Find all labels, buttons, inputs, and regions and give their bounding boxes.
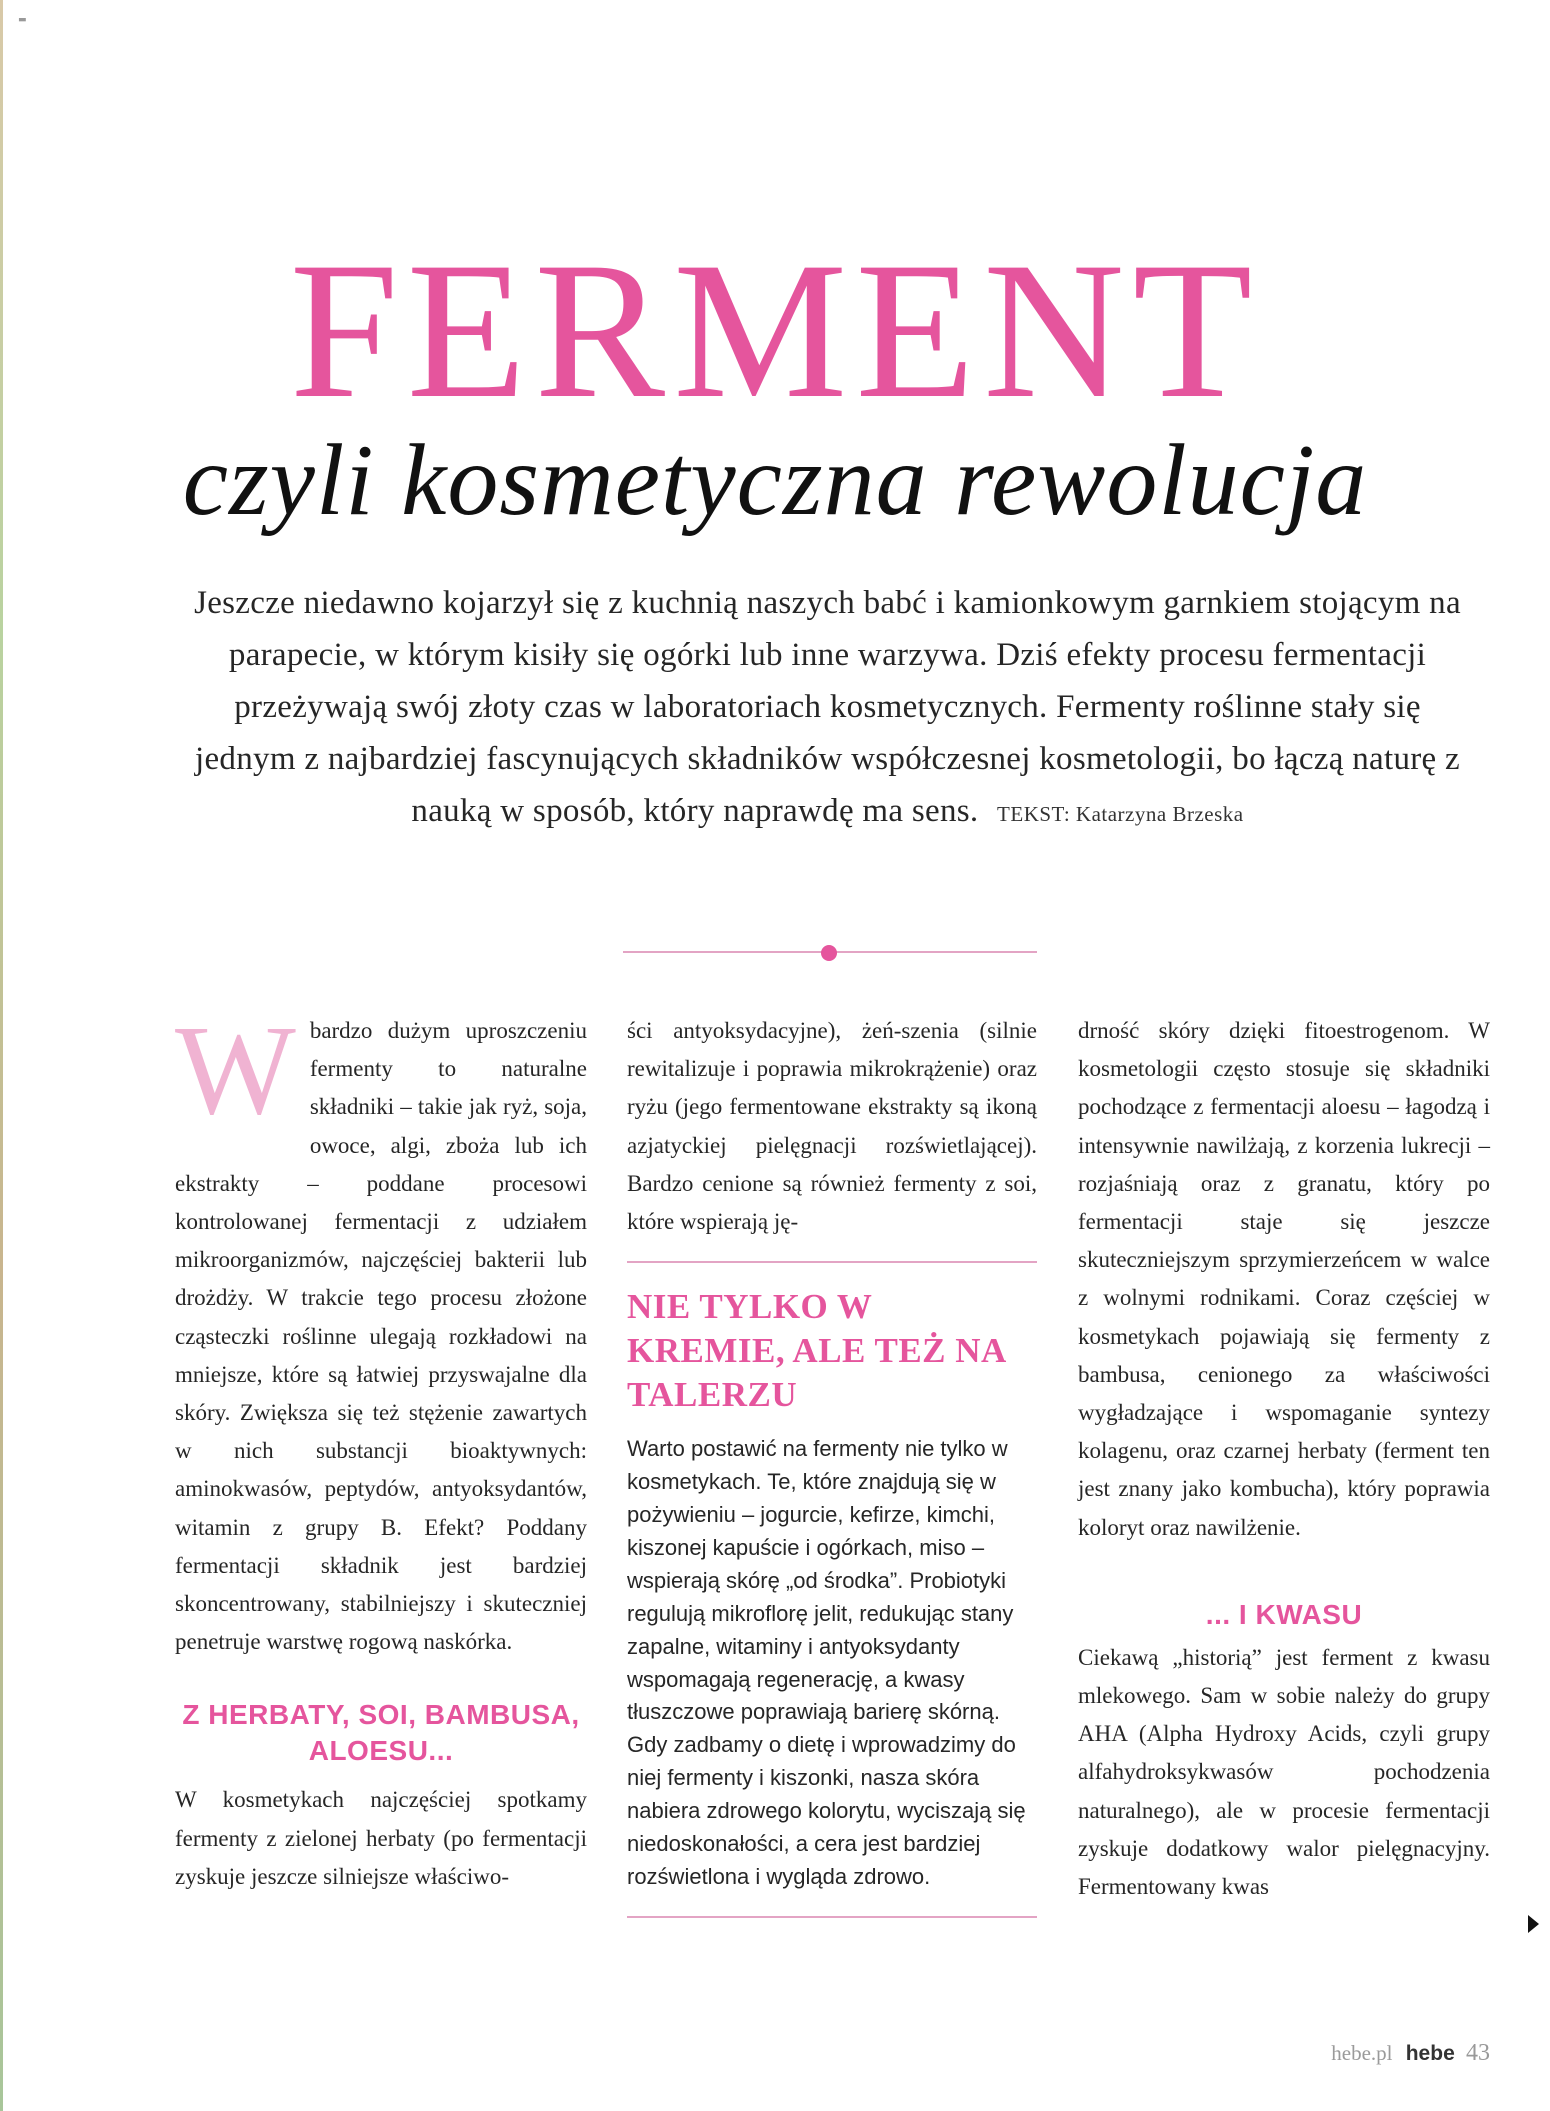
dropcap-paragraph [175,999,587,1661]
author-credit: TEKST: Katarzyna Brzeska [997,802,1244,826]
dropcap-letter: W [175,999,296,1141]
column1-paragraph2: W kosmetykach najczęściej spotkamy fermenty z zielonej herbaty (po fermentacji zyskuje jeszcze silniejsze właściwo- [175,1787,587,1889]
lead-text: Jeszcze niedawno kojarzył się z kuchnią naszych babć i kamionkowym garnkiem stojącym na parapecie, w którym kisiły się ogórki lub inne warzywa. Dziś efekty procesu fermentacji przeżywają swój złoty czas w laboratoriach kosmetycznych. Fermenty roślinne stały się jednym z najbardziej fascynujących składników współczesnej kosmetologii, bo łączą naturę z nauką w sposób, który naprawdę ma sens. [194,585,1461,829]
column3-paragraph2: Ciekawą „historią” jest ferment z kwasu mlekowego. Sam w sobie należy do grupy AHA (Alpha Hydroxy Acids, czyli grupy alfahydroksykwasów pochodzenia naturalnego), ale w procesie fermentacji zyskuje dodatkowy walor pielęgnacyjny. Fermentowany kwas [1078,1644,1490,1900]
page-footer [1280,2040,1490,2067]
column1-paragraph1: bardzo dużym uproszczeniu fermenty to naturalne składniki – takie jak ryż, soja, owoce, algi, zboża lub ich ekstrakty – poddane procesowi kontrolowanej fermentacji z udziałem mikroorganizmów, najczęściej bakterii lub drożdży. W trakcie tego procesu złożone cząsteczki roślinne ulegają rozkładowi na mniejsze, które są łatwiej przyswajalne dla skóry. Zwiększa się też stężenie zawartych w nich substancji bioaktywnych: aminokwasów, peptydów, antyoksydantów, witamin z grupy B. Efekt? Poddany fermentacji składnik jest bardziej skoncentrowany, stabilniejszy i skuteczniej penetruje warstwę rogową naskórka. [175,1018,587,1655]
article-lead [190,577,1465,840]
section-divider [623,945,1037,959]
column3-paragraph1: drność skóry dzięki fitoestrogenom. W kosmetologii często stosuje się składniki pochodzące z fermentacji aloesu – łagodzą i intensywnie nawilżają, z korzenia lukrecji – rozjaśniają oraz z granatu, który po fermentacji staje się jeszcze skuteczniejszym sprzymierzeńcem w walce z wolnymi rodnikami. Coraz częściej w kosmetykach pojawiają się fermenty z bambusa, cenionego za właściwości wygładzające i wspomaganie syntezy kolagenu, oraz czarnej herbaty (ferment ten jest znany jako kombucha), który poprawia koloryt oraz nawilżenie. [1078,1018,1490,1540]
continue-arrow-icon [1528,1915,1539,1933]
footer-brand-logo: hebe [1405,2042,1455,2065]
column-1 [175,999,587,1896]
divider-dot-icon [821,945,837,961]
sidebar-bottom-rule [627,1916,1037,1918]
corner-mark-icon: ▬ [18,15,27,25]
footer-site: hebe.pl [1331,2041,1393,2065]
article-subtitle: czyli kosmetyczna rewolucja [182,424,1368,537]
column3-subheading: ... I KWASU [1205,1598,1363,1630]
sidebar-box [627,1285,1037,1894]
column-3 [1078,1012,1490,1906]
page-number: 43 [1466,2040,1490,2066]
column-2 [627,1012,1037,1918]
column1-subheading: Z HERBATY, SOI, BAMBUSA, ALOESU... [182,1699,580,1767]
column2-paragraph1: ści antyoksydacyjne), żeń-szenia (silnie rewitalizuje i poprawia mikrokrążenie) oraz ryżu (jego fermentowane ekstrakty są ikoną azjatyckiej pielęgnacji rozświetlającej). Bardzo cenione są również fermenty z soi, które wspierają ję- [627,1018,1037,1235]
article-title: FERMENT [289,222,1261,439]
sidebar-top-rule [627,1261,1037,1263]
sidebar-title: NIE TYLKO W KREMIE, ALE TEŻ NA TALERZU [627,1287,1005,1415]
sidebar-text: Warto postawić na fermenty nie tylko w kosmetykach. Te, które znajdują się w pożywieniu – jogurcie, kefirze, kimchi, kiszonej kapuście i ogórkach, miso – wspierają skórę „od środka”. Probiotyki regulują mikroflorę jelit, redukując stany zapalne, witaminy i antyoksydanty wspomagają regenerację, a kwasy tłuszczowe poprawiają barierę skórną. Gdy zadbamy o dietę i wprowadzimy do niej fermenty i kiszonki, nasza skóra nabiera zdrowego kolorytu, wyciszają się niedoskonałości, a cera jest bardziej rozświetlona i wygląda zdrowo. [627,1436,1026,1889]
